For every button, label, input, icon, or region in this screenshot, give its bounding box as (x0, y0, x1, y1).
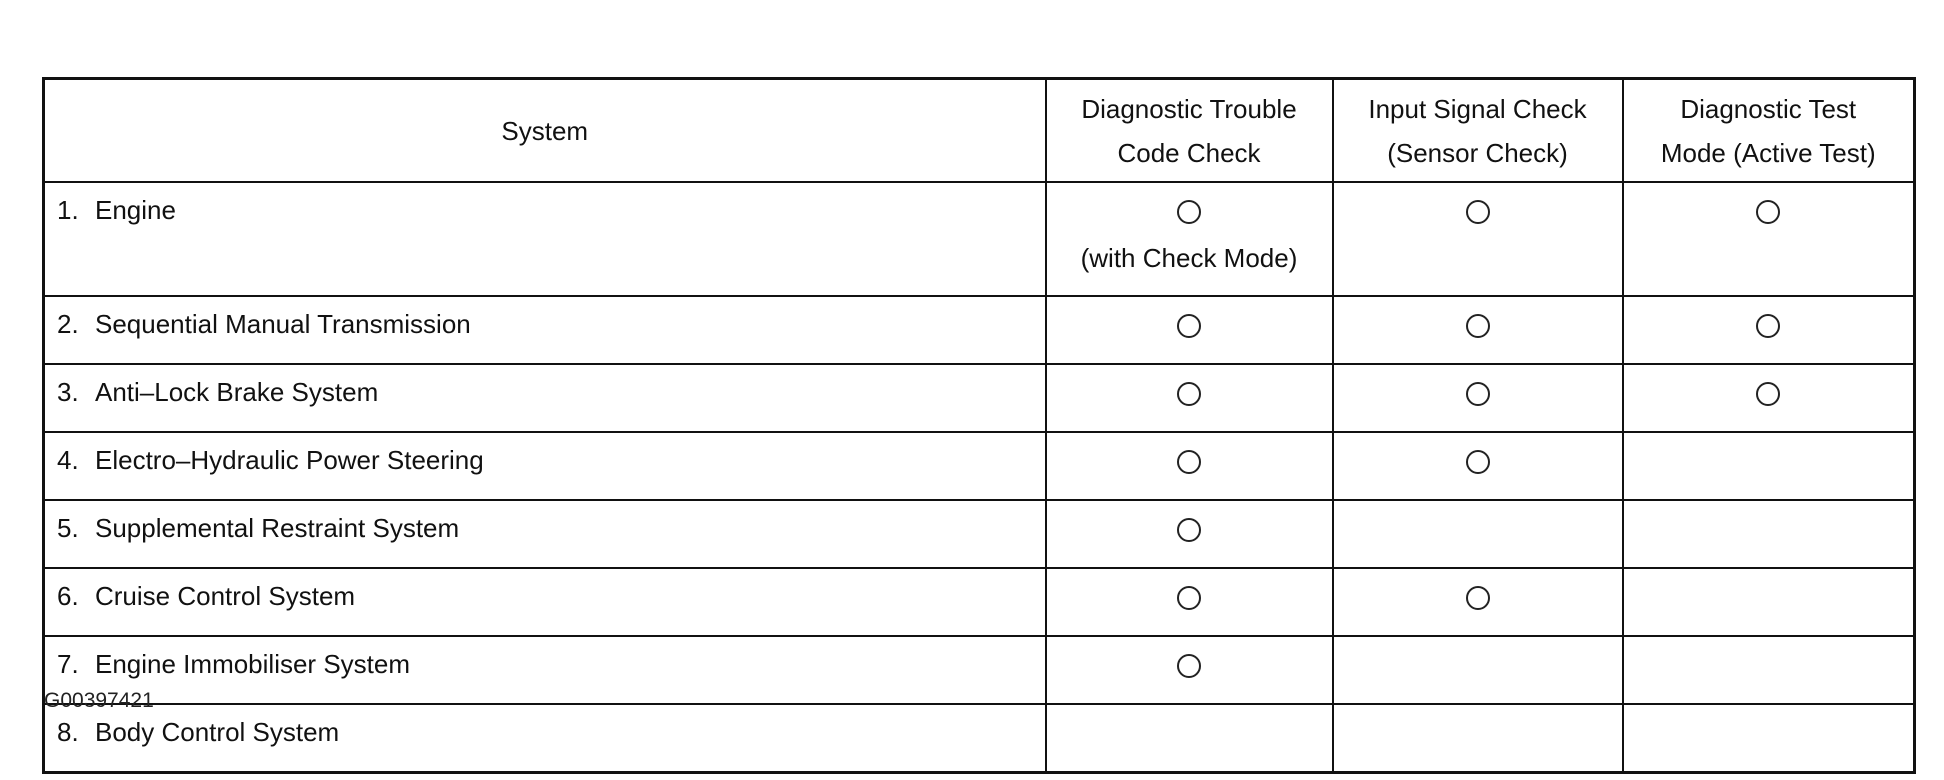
system-number: 2. (57, 309, 79, 339)
system-number: 4. (57, 445, 79, 475)
mark-cell-input (1333, 568, 1623, 636)
table-row (44, 296, 1915, 364)
supported-circle-icon (1756, 200, 1780, 224)
system-name: Cruise Control System (95, 581, 356, 611)
system-number: 7. (57, 649, 79, 679)
header-active-line-1: Diagnostic Test (1680, 93, 1857, 124)
supported-circle-icon (1177, 586, 1201, 610)
system-number: 3. (57, 377, 79, 407)
system-number: 1. (57, 195, 79, 225)
header-input-line-1: Input Signal Check (1368, 93, 1587, 124)
system-cell (44, 182, 1046, 296)
mark-cell-dtc (1046, 500, 1333, 568)
mark-cell-input (1333, 182, 1623, 296)
system-cell (44, 500, 1046, 568)
table-row (44, 182, 1915, 296)
mark-cell-active (1623, 364, 1915, 432)
mark-cell-active (1623, 182, 1915, 296)
system-name: Engine (95, 195, 176, 225)
system-number: 6. (57, 581, 79, 611)
table-row (44, 500, 1915, 568)
table-row (44, 364, 1915, 432)
mark-cell-dtc (1046, 704, 1333, 773)
system-cell (44, 364, 1046, 432)
mark-cell-input (1333, 364, 1623, 432)
header-system-label: System (501, 115, 589, 146)
system-name: Supplemental Restraint System (95, 513, 460, 543)
supported-circle-icon (1177, 654, 1201, 678)
header-dtc-line-2: Code Check (1117, 137, 1261, 168)
mark-cell-dtc (1046, 432, 1333, 500)
check-mode-note: (with Check Mode) (1080, 243, 1298, 273)
mark-cell-input (1333, 296, 1623, 364)
supported-circle-icon (1177, 200, 1201, 224)
mark-cell-active (1623, 636, 1915, 704)
header-dtc-check (1046, 79, 1333, 183)
mark-cell-dtc (1046, 182, 1333, 296)
mark-cell-active (1623, 500, 1915, 568)
table-row (44, 568, 1915, 636)
table-row (44, 432, 1915, 500)
system-name: Body Control System (95, 717, 340, 747)
mark-cell-dtc (1046, 636, 1333, 704)
system-cell (44, 568, 1046, 636)
mark-cell-active (1623, 568, 1915, 636)
figure-id: G00397421 (44, 689, 154, 712)
header-input-line-2: (Sensor Check) (1387, 137, 1568, 168)
table-body (44, 182, 1915, 773)
diagnostic-function-table (42, 77, 1916, 774)
header-input-signal-check (1333, 79, 1623, 183)
system-number: 8. (57, 717, 79, 747)
supported-circle-icon (1466, 200, 1490, 224)
header-system (44, 79, 1046, 183)
table-row (44, 636, 1915, 704)
system-name: Engine Immobiliser System (95, 649, 410, 679)
mark-cell-dtc (1046, 364, 1333, 432)
supported-circle-icon (1466, 314, 1490, 338)
mark-cell-input (1333, 704, 1623, 773)
system-cell (44, 432, 1046, 500)
mark-cell-dtc (1046, 568, 1333, 636)
system-cell (44, 636, 1046, 704)
mark-cell-input (1333, 432, 1623, 500)
system-name: Anti–Lock Brake System (95, 377, 379, 407)
supported-circle-icon (1177, 450, 1201, 474)
system-name: Electro–Hydraulic Power Steering (95, 445, 484, 475)
system-name: Sequential Manual Transmission (95, 309, 471, 339)
supported-circle-icon (1177, 314, 1201, 338)
mark-cell-active (1623, 432, 1915, 500)
supported-circle-icon (1756, 382, 1780, 406)
supported-circle-icon (1466, 382, 1490, 406)
supported-circle-icon (1466, 450, 1490, 474)
mark-cell-active (1623, 296, 1915, 364)
supported-circle-icon (1177, 382, 1201, 406)
mark-cell-dtc (1046, 296, 1333, 364)
supported-circle-icon (1177, 518, 1201, 542)
mark-cell-input (1333, 636, 1623, 704)
header-active-line-2: Mode (Active Test) (1660, 137, 1876, 168)
system-cell (44, 704, 1046, 773)
table-row (44, 704, 1915, 773)
supported-circle-icon (1466, 586, 1490, 610)
header-row (44, 79, 1915, 183)
header-active-test (1623, 79, 1915, 183)
mark-cell-active (1623, 704, 1915, 773)
system-cell (44, 296, 1046, 364)
header-dtc-line-1: Diagnostic Trouble (1081, 93, 1297, 124)
supported-circle-icon (1756, 314, 1780, 338)
mark-cell-input (1333, 500, 1623, 568)
system-number: 5. (57, 513, 79, 543)
